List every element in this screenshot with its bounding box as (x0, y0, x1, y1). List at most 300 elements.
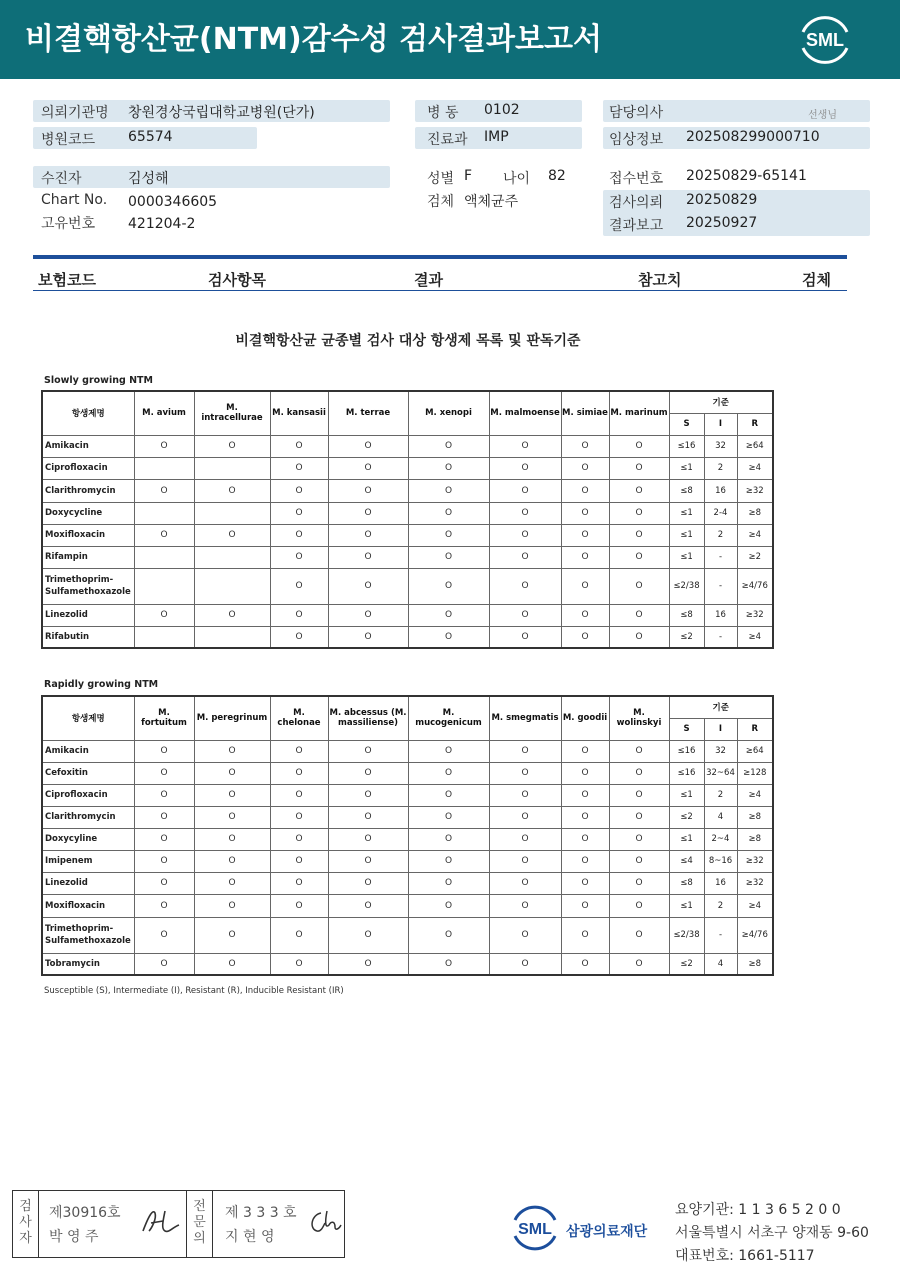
species-mark-cell: O (194, 917, 270, 953)
species-mark-cell: O (134, 828, 194, 850)
species-mark-cell: O (328, 479, 408, 502)
species-header: M. terrae (328, 391, 408, 435)
species-mark-cell: O (408, 568, 489, 604)
species-mark-cell: O (489, 953, 561, 975)
col-reference: 참고치 (638, 271, 682, 289)
species-header: M. mucogenicum (408, 696, 489, 740)
species-mark-cell: O (609, 546, 669, 568)
criteria-i-cell: 4 (704, 806, 737, 828)
species-mark-cell: O (561, 762, 609, 784)
species-mark-cell: O (270, 828, 328, 850)
species-mark-cell: O (328, 435, 408, 457)
criteria-i-cell: 32 (704, 435, 737, 457)
species-mark-cell: O (194, 524, 270, 546)
species-mark-cell: O (134, 894, 194, 917)
doctor-label: 담당의사 (609, 105, 664, 121)
drug-name-cell: Tobramycin (42, 953, 134, 975)
report-date-value: 20250927 (686, 215, 758, 231)
criteria-s-cell: ≤16 (669, 435, 704, 457)
clinical-label: 임상정보 (609, 132, 664, 148)
species-mark-cell: O (609, 850, 669, 872)
species-mark-cell: O (561, 850, 609, 872)
species-mark-cell: O (328, 604, 408, 626)
species-mark-cell: O (134, 953, 194, 975)
species-mark-cell: O (194, 784, 270, 806)
species-header: M. smegmatis (489, 696, 561, 740)
criteria-r-cell: ≥4 (737, 626, 773, 648)
species-mark-cell: O (489, 524, 561, 546)
criteria-i-cell: - (704, 546, 737, 568)
species-mark-cell: O (609, 457, 669, 479)
criteria-i-cell: 16 (704, 604, 737, 626)
species-mark-cell: O (489, 502, 561, 524)
criteria-s-cell: ≤2 (669, 806, 704, 828)
criteria-r-cell: ≥32 (737, 604, 773, 626)
species-mark-cell: O (561, 604, 609, 626)
criteria-r-cell: ≥64 (737, 435, 773, 457)
species-header: M. avium (134, 391, 194, 435)
tester-label: 검 사 자 (19, 1199, 32, 1246)
table-row (42, 457, 773, 479)
svg-text:SML: SML (806, 30, 844, 50)
criteria-s-cell: ≤1 (669, 524, 704, 546)
species-mark-cell: O (328, 568, 408, 604)
drug-name-cell: Doxycycline (42, 502, 134, 524)
drug-name-cell: Ciprofloxacin (42, 457, 134, 479)
criteria-s-cell: ≤8 (669, 604, 704, 626)
ward-label: 병 동 (427, 105, 459, 121)
species-mark-cell: O (609, 479, 669, 502)
ward-value: 0102 (484, 102, 520, 118)
report-header (0, 0, 900, 79)
request-org-label: 의뢰기관명 (41, 105, 109, 121)
species-mark-cell: O (609, 604, 669, 626)
species-mark-cell: O (561, 457, 609, 479)
chart-label: Chart No. (41, 192, 108, 208)
criteria-r-cell: ≥4 (737, 524, 773, 546)
species-mark-cell: O (194, 604, 270, 626)
species-mark-cell: O (408, 502, 489, 524)
criteria-r-cell: ≥128 (737, 762, 773, 784)
species-mark-cell: O (561, 784, 609, 806)
species-mark-cell: O (328, 850, 408, 872)
sml-foundation-logo-icon (510, 1200, 560, 1254)
species-mark-cell: O (270, 604, 328, 626)
species-mark-cell: O (270, 784, 328, 806)
species-mark-cell: O (270, 435, 328, 457)
species-mark-cell: O (270, 953, 328, 975)
rapid-group-title: Rapidly growing NTM (44, 679, 159, 690)
species-mark-cell: O (194, 806, 270, 828)
criteria-i-header: I (704, 718, 737, 740)
criteria-s-cell: ≤1 (669, 457, 704, 479)
species-header: M. wolinskyi (609, 696, 669, 740)
species-mark-cell: O (270, 502, 328, 524)
species-mark-cell: O (270, 917, 328, 953)
table-row (42, 435, 773, 457)
table-row (42, 740, 773, 762)
criteria-r-cell: ≥4/76 (737, 917, 773, 953)
receipt-value: 20250829-65141 (686, 168, 807, 184)
species-mark-cell: O (134, 917, 194, 953)
table-row (42, 784, 773, 806)
drug-header: 항생제명 (42, 696, 134, 740)
facility-phone: 대표번호: 1661-5117 (675, 1248, 815, 1264)
criteria-header: 기준 (669, 391, 773, 413)
species-mark-cell: O (489, 546, 561, 568)
table-row (42, 546, 773, 568)
species-mark-cell (134, 457, 194, 479)
criteria-r-cell: ≥64 (737, 740, 773, 762)
chart-value: 0000346605 (128, 194, 218, 210)
age-value: 82 (548, 168, 566, 184)
col-insurance-code: 보험코드 (38, 271, 96, 289)
dept-value: IMP (484, 129, 509, 145)
table-row (42, 568, 773, 604)
signature-box (12, 1190, 345, 1258)
species-header: M. xenopi (408, 391, 489, 435)
criteria-s-cell: ≤1 (669, 502, 704, 524)
species-mark-cell: O (134, 604, 194, 626)
species-mark-cell: O (489, 568, 561, 604)
species-mark-cell: O (489, 872, 561, 894)
species-mark-cell: O (408, 740, 489, 762)
rapid-growing-table (41, 695, 774, 976)
species-mark-cell: O (328, 894, 408, 917)
species-header: M. intracellurae (194, 391, 270, 435)
species-mark-cell: O (270, 850, 328, 872)
table-row (42, 828, 773, 850)
criteria-i-cell: 2 (704, 524, 737, 546)
hospital-code-label: 병원코드 (41, 132, 96, 148)
col-test-item: 검사항목 (208, 271, 266, 289)
species-mark-cell: O (270, 894, 328, 917)
criteria-r-cell: ≥8 (737, 502, 773, 524)
species-mark-cell (134, 568, 194, 604)
species-mark-cell (194, 502, 270, 524)
unique-value: 421204-2 (128, 216, 196, 232)
species-mark-cell: O (561, 917, 609, 953)
species-mark-cell: O (134, 806, 194, 828)
species-mark-cell: O (489, 894, 561, 917)
species-header: M. malmoense (489, 391, 561, 435)
drug-name-cell: Imipenem (42, 850, 134, 872)
criteria-s-cell: ≤2 (669, 626, 704, 648)
table-row (42, 502, 773, 524)
criteria-s-header: S (669, 413, 704, 435)
criteria-i-cell: 16 (704, 479, 737, 502)
criteria-header: 기준 (669, 696, 773, 718)
species-header: M. chelonae (270, 696, 328, 740)
species-mark-cell: O (561, 872, 609, 894)
species-mark-cell: O (609, 762, 669, 784)
species-mark-cell: O (408, 806, 489, 828)
slow-group-title: Slowly growing NTM (44, 375, 153, 386)
species-mark-cell: O (328, 872, 408, 894)
tester-name: 박 영 주 (49, 1229, 99, 1245)
request-org-value: 창원경상국립대학교병원(단가) (128, 105, 315, 121)
species-mark-cell: O (408, 457, 489, 479)
species-mark-cell: O (408, 479, 489, 502)
drug-name-cell: Clarithromycin (42, 479, 134, 502)
species-mark-cell: O (408, 850, 489, 872)
drug-name-cell: Linezolid (42, 604, 134, 626)
criteria-s-cell: ≤2 (669, 953, 704, 975)
doctor-suffix: 선생님 (808, 110, 837, 121)
species-mark-cell: O (270, 568, 328, 604)
species-mark-cell: O (489, 828, 561, 850)
species-mark-cell: O (561, 502, 609, 524)
species-mark-cell: O (489, 435, 561, 457)
species-mark-cell: O (561, 740, 609, 762)
species-mark-cell: O (609, 524, 669, 546)
drug-name-cell: Rifabutin (42, 626, 134, 648)
species-mark-cell: O (328, 828, 408, 850)
slow-growing-table (41, 390, 774, 649)
criteria-i-cell: 32 (704, 740, 737, 762)
specialist-cell (213, 1191, 344, 1257)
criteria-i-cell: - (704, 626, 737, 648)
species-mark-cell: O (270, 524, 328, 546)
criteria-s-cell: ≤16 (669, 740, 704, 762)
species-mark-cell: O (609, 806, 669, 828)
species-mark-cell: O (194, 872, 270, 894)
species-mark-cell: O (194, 740, 270, 762)
species-mark-cell: O (408, 917, 489, 953)
table-row (42, 850, 773, 872)
criteria-s-cell: ≤2/38 (669, 917, 704, 953)
species-mark-cell: O (609, 568, 669, 604)
specialist-name: 지 현 영 (225, 1229, 275, 1245)
specialist-signature-icon (307, 1207, 343, 1237)
species-mark-cell: O (194, 828, 270, 850)
criteria-i-cell: 8~16 (704, 850, 737, 872)
species-mark-cell: O (408, 604, 489, 626)
species-mark-cell: O (408, 524, 489, 546)
dept-label: 진료과 (427, 132, 468, 148)
species-mark-cell: O (489, 806, 561, 828)
table-row (42, 762, 773, 784)
criteria-s-cell: ≤4 (669, 850, 704, 872)
species-mark-cell: O (134, 850, 194, 872)
criteria-i-header: I (704, 413, 737, 435)
foundation-name: 삼광의료재단 (566, 1224, 648, 1240)
table-row (42, 894, 773, 917)
col-specimen: 검체 (802, 271, 831, 289)
criteria-r-cell: ≥8 (737, 953, 773, 975)
species-mark-cell: O (561, 626, 609, 648)
drug-name-cell: Clarithromycin (42, 806, 134, 828)
species-mark-cell: O (194, 894, 270, 917)
criteria-s-cell: ≤1 (669, 828, 704, 850)
criteria-i-cell: 4 (704, 953, 737, 975)
drug-name-cell: Trimethoprim-Sulfamethoxazole (42, 917, 134, 953)
drug-name-cell: Amikacin (42, 740, 134, 762)
species-mark-cell: O (561, 828, 609, 850)
species-mark-cell: O (561, 806, 609, 828)
species-mark-cell (194, 568, 270, 604)
criteria-i-cell: 2 (704, 457, 737, 479)
species-mark-cell: O (609, 502, 669, 524)
species-mark-cell: O (328, 502, 408, 524)
drug-name-cell: Moxifloxacin (42, 894, 134, 917)
species-mark-cell: O (134, 524, 194, 546)
species-mark-cell: O (328, 626, 408, 648)
species-mark-cell: O (561, 568, 609, 604)
species-mark-cell: O (609, 872, 669, 894)
species-mark-cell: O (270, 479, 328, 502)
table-row (42, 917, 773, 953)
unique-label: 고유번호 (41, 216, 96, 232)
drug-name-cell: Amikacin (42, 435, 134, 457)
criteria-s-cell: ≤2/38 (669, 568, 704, 604)
svg-text:SML: SML (518, 1221, 552, 1238)
species-header: M. peregrinum (194, 696, 270, 740)
species-mark-cell: O (328, 546, 408, 568)
tester-signature-icon (139, 1205, 183, 1239)
drug-header: 항생제명 (42, 391, 134, 435)
species-mark-cell: O (489, 457, 561, 479)
receipt-label: 접수번호 (609, 171, 664, 187)
tester-label-cell (13, 1191, 39, 1257)
specialist-label-cell (187, 1191, 213, 1257)
criteria-i-cell: 2 (704, 784, 737, 806)
species-mark-cell: O (270, 806, 328, 828)
species-mark-cell: O (134, 740, 194, 762)
species-mark-cell: O (134, 784, 194, 806)
species-mark-cell (134, 546, 194, 568)
species-mark-cell: O (270, 740, 328, 762)
criteria-r-cell: ≥8 (737, 806, 773, 828)
species-header: M. marinum (609, 391, 669, 435)
species-header: M. abcessus (M. massiliense) (328, 696, 408, 740)
criteria-i-cell: - (704, 568, 737, 604)
species-mark-cell: O (328, 917, 408, 953)
species-mark-cell: O (408, 784, 489, 806)
species-header: M. fortuitum (134, 696, 194, 740)
species-mark-cell: O (609, 435, 669, 457)
species-mark-cell: O (489, 917, 561, 953)
table-row (42, 953, 773, 975)
species-mark-cell: O (328, 762, 408, 784)
criteria-r-cell: ≥4 (737, 784, 773, 806)
criteria-s-cell: ≤1 (669, 546, 704, 568)
species-mark-cell: O (194, 762, 270, 784)
species-mark-cell: O (134, 872, 194, 894)
species-mark-cell: O (561, 479, 609, 502)
table-row (42, 479, 773, 502)
species-mark-cell: O (328, 457, 408, 479)
criteria-s-cell: ≤1 (669, 784, 704, 806)
species-mark-cell: O (328, 740, 408, 762)
species-mark-cell (194, 457, 270, 479)
criteria-s-cell: ≤8 (669, 479, 704, 502)
criteria-i-cell: 2 (704, 894, 737, 917)
report-title: 비결핵항산균(NTM)감수성 검사결과보고서 (25, 22, 602, 57)
tester-cell (39, 1191, 187, 1257)
criteria-r-cell: ≥2 (737, 546, 773, 568)
criteria-r-cell: ≥4 (737, 894, 773, 917)
species-mark-cell (194, 546, 270, 568)
species-mark-cell: O (408, 435, 489, 457)
species-header: M. kansasii (270, 391, 328, 435)
species-mark-cell: O (408, 828, 489, 850)
legend-footnote: Susceptible (S), Intermediate (I), Resistant (R), Inducible Resistant (IR) (44, 986, 344, 996)
criteria-r-header: R (737, 413, 773, 435)
criteria-r-cell: ≥32 (737, 872, 773, 894)
species-mark-cell: O (561, 435, 609, 457)
table-row (42, 626, 773, 648)
criteria-i-cell: 2-4 (704, 502, 737, 524)
species-mark-cell: O (270, 762, 328, 784)
criteria-i-cell: 32~64 (704, 762, 737, 784)
species-mark-cell: O (194, 850, 270, 872)
patient-value: 김성해 (128, 171, 169, 187)
col-result: 결과 (414, 271, 443, 289)
drug-name-cell: Ciprofloxacin (42, 784, 134, 806)
sml-logo-icon (797, 14, 853, 64)
species-mark-cell: O (194, 479, 270, 502)
species-mark-cell: O (609, 626, 669, 648)
specimen-label: 검체 (427, 194, 455, 210)
request-date-label: 검사의뢰 (609, 195, 664, 211)
species-mark-cell: O (270, 626, 328, 648)
report-date-label: 결과보고 (609, 218, 664, 234)
tester-license: 제30916호 (49, 1205, 121, 1221)
table-row (42, 524, 773, 546)
species-mark-cell: O (408, 872, 489, 894)
species-mark-cell: O (194, 435, 270, 457)
species-mark-cell: O (489, 784, 561, 806)
species-mark-cell: O (609, 953, 669, 975)
species-mark-cell (134, 626, 194, 648)
species-mark-cell: O (489, 740, 561, 762)
species-mark-cell: O (408, 626, 489, 648)
species-mark-cell: O (270, 457, 328, 479)
drug-name-cell: Cefoxitin (42, 762, 134, 784)
drug-name-cell: Doxycyline (42, 828, 134, 850)
species-mark-cell: O (134, 762, 194, 784)
criteria-r-cell: ≥32 (737, 479, 773, 502)
species-mark-cell: O (134, 479, 194, 502)
criteria-s-cell: ≤8 (669, 872, 704, 894)
species-mark-cell (194, 626, 270, 648)
facility-address: 서울특별시 서초구 양재동 9-60 (675, 1225, 869, 1241)
criteria-s-header: S (669, 718, 704, 740)
clinical-value: 202508299000710 (686, 129, 820, 145)
species-mark-cell: O (270, 872, 328, 894)
species-mark-cell: O (609, 917, 669, 953)
section-title: 비결핵항산균 균종별 검사 대상 항생제 목록 및 판독기준 (235, 333, 581, 349)
drug-name-cell: Trimethoprim-Sulfamethoxazole (42, 568, 134, 604)
species-mark-cell: O (561, 894, 609, 917)
species-mark-cell: O (408, 953, 489, 975)
species-mark-cell: O (609, 740, 669, 762)
species-mark-cell: O (489, 850, 561, 872)
species-mark-cell: O (489, 762, 561, 784)
species-mark-cell: O (134, 435, 194, 457)
criteria-r-cell: ≥4 (737, 457, 773, 479)
species-mark-cell: O (609, 828, 669, 850)
drug-name-cell: Rifampin (42, 546, 134, 568)
species-mark-cell (134, 502, 194, 524)
species-mark-cell: O (489, 604, 561, 626)
criteria-i-cell: - (704, 917, 737, 953)
species-mark-cell: O (328, 806, 408, 828)
species-mark-cell: O (489, 626, 561, 648)
species-header: M. simiae (561, 391, 609, 435)
header-divider (33, 255, 847, 259)
